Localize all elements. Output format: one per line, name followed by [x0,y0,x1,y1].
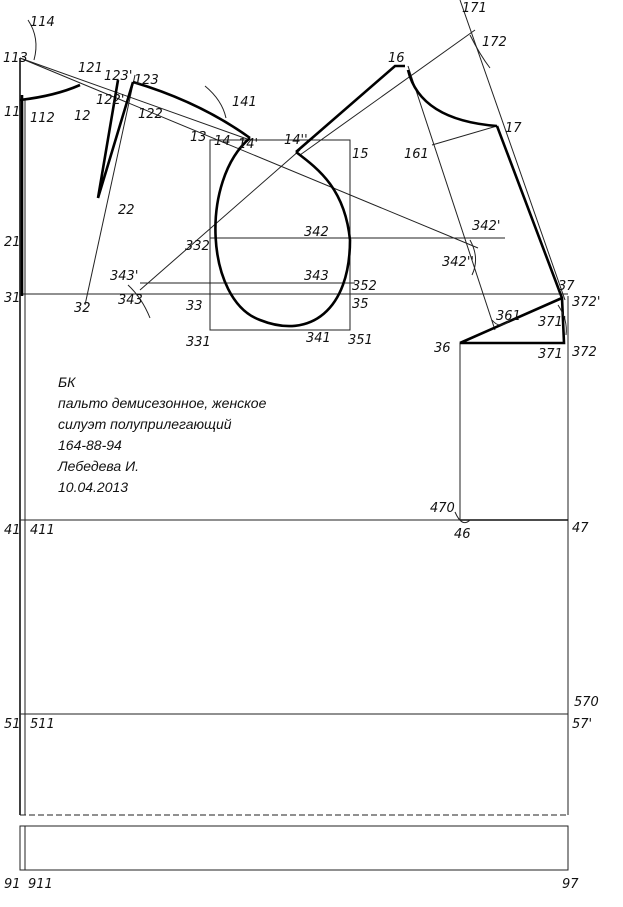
label-57a: 57' [572,717,593,732]
shoulder-guide [20,58,250,140]
label-21: 21 [4,235,21,250]
shoulder-diag-front [408,66,495,330]
label-172: 172 [482,35,507,50]
label-341: 341 [306,331,331,346]
info-code: БК [58,374,76,390]
info-silhouette: силуэт полуприлегающий [58,416,232,432]
info-garment: пальто демисезонное, женское [58,395,267,411]
back-neck-curve [20,85,80,100]
label-342a: 342' [472,219,501,234]
label-361: 361 [496,309,521,324]
label-46: 46 [454,527,471,542]
label-41: 41 [4,523,21,538]
front-guide [300,30,475,155]
label-343: 343 [304,269,329,284]
label-11: 11 [4,105,21,120]
label-511: 511 [30,717,55,732]
label-22: 22 [118,203,135,218]
label-16: 16 [388,51,405,66]
label-112: 112 [30,111,55,126]
label-12: 12 [74,109,91,124]
label-121: 121 [78,61,103,76]
line-161 [432,126,497,145]
label-123: 123 [134,73,159,88]
info-block [58,372,266,498]
label-17: 17 [505,121,522,136]
label-31: 31 [4,291,21,306]
info-date: 10.04.2013 [58,479,129,495]
front-neck [408,70,497,126]
label-171: 171 [462,1,487,16]
label-36: 36 [434,341,451,356]
label-342: 342 [304,225,329,240]
label-352: 352 [352,279,377,294]
info-author: Лебедева И. [58,458,139,474]
label-343b: 343 [118,293,143,308]
label-122a: 122' [96,93,125,108]
label-122: 122 [138,107,163,122]
arc-46 [455,512,470,523]
armhole-box [210,140,350,330]
armhole-curve [215,138,350,326]
label-351: 351 [348,333,373,348]
label-15: 15 [352,147,369,162]
label-14b: 14'' [284,133,308,148]
label-123a: 123' [104,69,133,84]
label-97: 97 [562,877,579,892]
label-14a: 14' [238,137,259,152]
label-342b: 342'' [442,255,474,270]
label-911: 911 [28,877,53,892]
label-372: 372 [572,345,597,360]
label-161: 161 [404,147,429,162]
label-141: 141 [232,95,257,110]
label-37: 37 [558,279,575,294]
label-372a: 372' [572,295,601,310]
label-113: 113 [3,51,28,66]
label-91: 91 [4,877,21,892]
label-13: 13 [190,130,207,145]
label-32: 32 [74,301,91,316]
label-51: 51 [4,717,21,732]
label-114: 114 [30,15,55,30]
label-33: 33 [186,299,203,314]
label-470: 470 [430,501,455,516]
label-371a: 371' [538,315,567,330]
label-371: 371 [538,347,563,362]
label-411: 411 [30,523,55,538]
hem-strip [20,826,568,870]
label-47: 47 [572,521,589,536]
label-35: 35 [352,297,369,312]
label-332: 332 [185,239,210,254]
label-570: 570 [574,695,599,710]
front-shoulder [296,66,405,152]
label-343a: 343' [110,269,139,284]
label-14: 14 [214,134,231,149]
label-331: 331 [186,335,211,350]
info-size: 164-88-94 [58,437,122,453]
